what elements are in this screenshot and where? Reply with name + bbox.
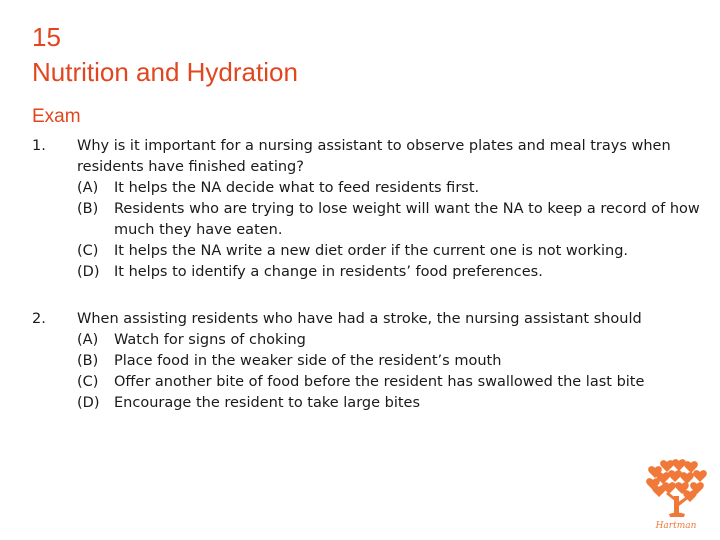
option-letter: (B) (77, 353, 99, 369)
option-text: Residents who are trying to lose weight will want the NA to keep a record of how much they have eaten. (114, 201, 700, 238)
answer-option-b (77, 351, 702, 372)
question-number: 2. (32, 311, 46, 327)
answer-option-d (77, 262, 702, 283)
answer-option-a (77, 330, 702, 351)
slide-title (32, 20, 298, 90)
option-letter: (C) (77, 243, 99, 259)
option-text: It helps the NA decide what to feed residents first. (114, 180, 480, 196)
section-heading: Exam (32, 106, 81, 127)
answer-option-c (77, 241, 702, 262)
option-letter: (B) (77, 201, 99, 217)
answer-option-b (77, 199, 702, 241)
option-text: Watch for signs of choking (114, 332, 306, 348)
question-2 (32, 309, 702, 414)
option-text: Offer another bite of food before the resident has swallowed the last bite (114, 374, 645, 390)
option-text: It helps to identify a change in residents’ food preferences. (114, 264, 543, 280)
option-text: Place food in the weaker side of the resident’s mouth (114, 353, 502, 369)
option-letter: (D) (77, 264, 100, 280)
option-text: Encourage the resident to take large bites (114, 395, 421, 411)
option-letter: (D) (77, 395, 100, 411)
question-1 (32, 136, 702, 283)
question-text: When assisting residents who have had a stroke, the nursing assistant should (77, 311, 642, 327)
question-text: Why is it important for a nursing assistant to observe plates and meal trays when residents have finished eating? (77, 138, 671, 175)
answer-option-d (77, 393, 702, 414)
question-number: 1. (32, 138, 46, 154)
option-letter: (A) (77, 180, 99, 196)
answer-option-a (77, 178, 702, 199)
option-letter: (A) (77, 332, 99, 348)
answer-option-c (77, 372, 702, 393)
hartman-logo-icon (645, 456, 707, 534)
chapter-number: 15 (32, 22, 61, 52)
logo-wordmark: Hartman (655, 521, 697, 531)
chapter-title: Nutrition and Hydration (32, 57, 298, 87)
question-list (32, 136, 702, 440)
option-letter: (C) (77, 374, 99, 390)
option-text: It helps the NA write a new diet order if the current one is not working. (114, 243, 629, 259)
